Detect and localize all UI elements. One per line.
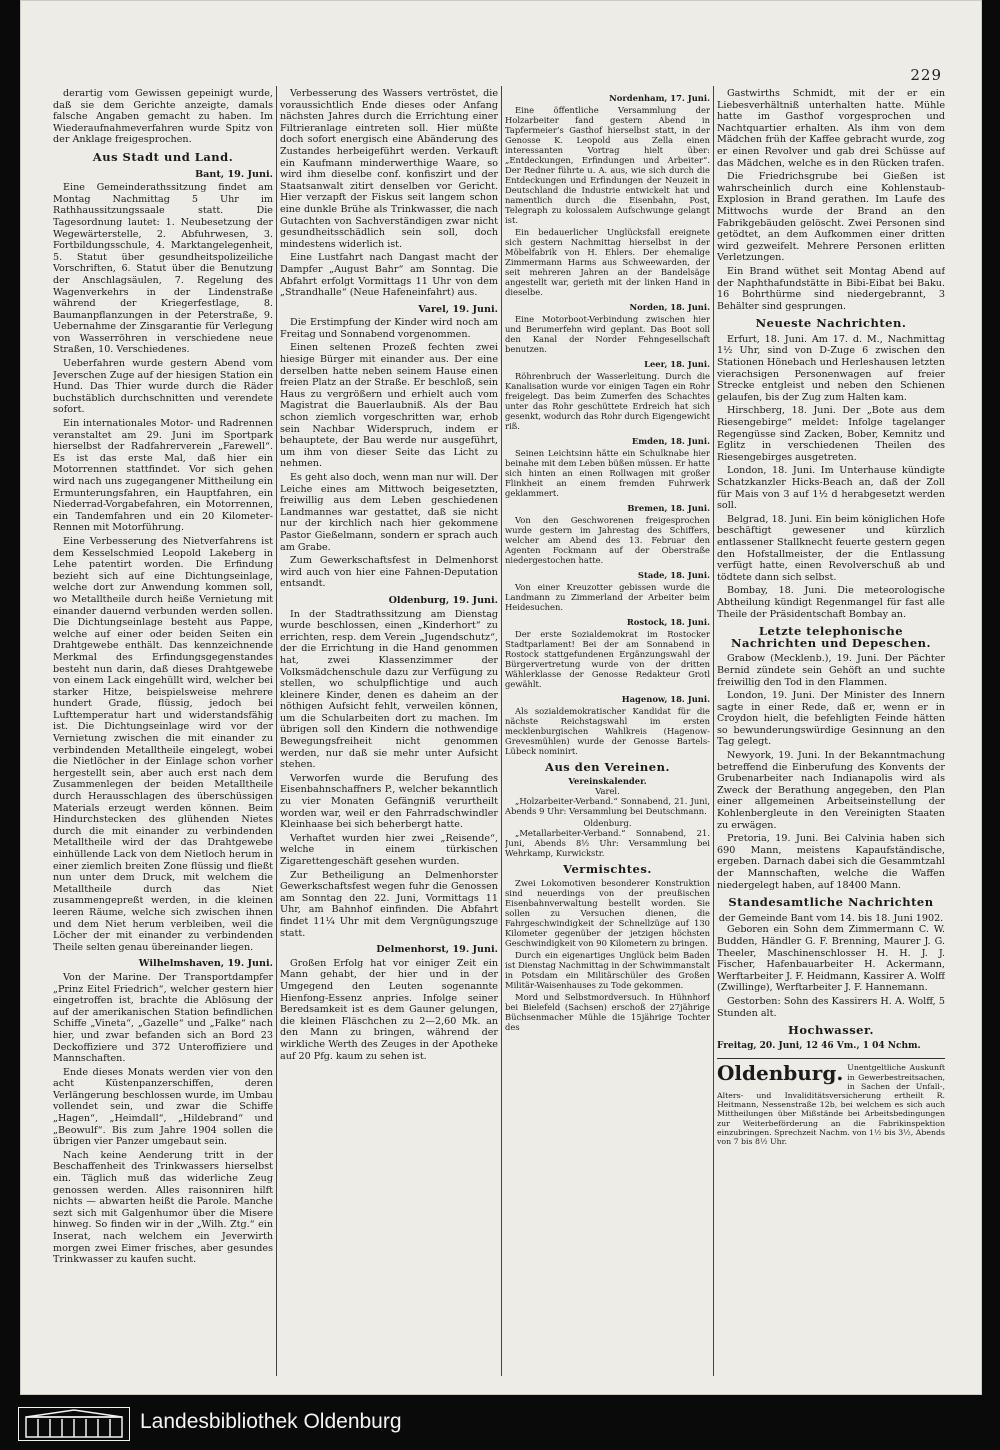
article-text: Röhrenbruch der Wasserleitung. Durch die Kanalisation wurde vor einigen Tagen ein Rohr freigelegt. Das beim Zumerfen des Schachtes unter das Rohr geschüttete Erdreich hat sich gesenkt, wodurch das Rohr durch Eigengewicht riß. [505,371,710,431]
dateline: Delmenhorst, 19. Juni. [376,944,498,956]
article-text: Mord und Selbstmordversuch. In Hühnhorf bei Bielefeld (Sachsen) erschoß der 27jährige Büchsenmacher Mühle die 15jährige Tochter des [505,992,710,1032]
article-text: Belgrad, 18. Juni. Ein beim königlichen Hofe beschäftigt gewesener und kürzlich entlassener Stallknecht feuerte gestern gegen den Hofstallmeister, der die Entlassung verfügt hatte, einen Revolverschuß ab und tödtete dann sich selbst. [717,513,945,583]
article-text: Ende dieses Monats werden vier von den acht Küstenpanzerschiffen, deren Verlängerung beschlossen wurde, im Umbau vollendet sein, und zwar die Schiffe „Hagen“, „Heimdall“, „Hildebrand“ und „Beowulf“. Bis zum Jahre 1904 sollen die übrigen vier Panzer umgebaut sein. [53,1066,273,1148]
column-2 [280,88,498,1373]
footer-bar [0,1395,1000,1450]
library-name: Landesbibliothek Oldenburg [140,1410,402,1433]
article-text: Der erste Sozialdemokrat im Rostocker Stadtparlament! Bei der am Sonnabend in Rostock stattgefundenen Ergänzungswahl der Bürgervertretung wurde von der dritten Wählerklasse der Genosse Redakteur Grotl gewählt. [505,629,710,689]
article-text: Ein bedauerlicher Unglücksfall ereignete sich gestern Nachmittag hierselbst in der Möbelfabrik von H. Ehlers. Der ehemalige Zimmermann Harms aus Schweewarden, der seit mehreren Jahren an der Bandelsäge angestellt war, gerieth mit der linken Hand in dieselbe. [505,227,710,297]
column-rule [501,86,502,1376]
section-heading: Vermischtes. [563,862,652,876]
column-rule [276,86,277,1376]
dateline: Bant, 19. Juni. [195,168,273,180]
dateline: Varel. [595,786,620,796]
ad-brand: Oldenburg. [717,1061,844,1086]
event-entry: „Holzarbeiter-Verband.“ Sonnabend, 21. Juni, Abends 9 Uhr: Versammlung bei Deutschmann. [505,796,710,816]
dateline: Oldenburg, 19. Juni. [388,594,498,606]
article-text: London, 18. Juni. Im Unterhause kündigte Schatzkanzler Hicks-Beach an, daß der Zoll für Mais von 3 auf 1½ d herabgesetzt werden soll. [717,465,945,512]
dateline: Norden, 18. Juni. [629,302,710,312]
dateline: Rostock, 18. Juni. [626,617,710,627]
section-heading: Letzte telephonische Nachrichten und Depeschen. [730,624,932,650]
article-text: Seinen Leichtsinn hätte ein Schulknabe hier beinahe mit dem Leben büßen müssen. Er hatte sich hinten an einen Rollwagen mit großer Flinkheit an einem fremden Fuhrwerk geklammert. [505,448,710,498]
article-text: Zwei Lokomotiven besonderer Konstruktion sind neuerdings von der preußischen Eisenbahnverwaltung bestellt worden. Sie sollen zu Versuchen dienen, die Fahrgeschwindigkeit der Schnellzüge auf 130 Kilometer gegenüber der jetzigen höchsten Geschwindigkeit von 90 Kilometern zu bringen. [505,878,710,948]
article-text: Von den Geschworenen freigesprochen wurde gestern im Jahrestag des Schiffers, welcher am Abend des 13. Februar den Agenten Fockmann auf der Oberstraße niedergestochen hatte. [505,515,710,565]
article-text: Ueberfahren wurde gestern Abend vom Jeverschen Zuge auf der hiesigen Station ein Hund. Das Thier wurde durch die Räder buchstäblich durchschnitten und verendete sofort. [53,358,273,416]
article-text: Verbesserung des Wassers vertröstet, die voraussichtlich Ende dieses oder Anfang nächsten Jahres durch die Errichtung einer Filtrieranlage eintreten soll. Hier müßte doch sofort energisch eine Abänderung des Zustandes herbeigeführt werden. Verkauft ein Kaufmann minderwerthige Waare, so wird ihm dieselbe conf. konfiszirt und der Staatsanwalt zitirt denselben vor Gericht. Hier verzapft der Fiskus seit langem schon eine dunkle Brühe als Trinkwasser, die nach Gutachten von Sachverständigen zwar nicht gesundheitsschädlich sein soll, doch mindestens widerlich ist. [280,88,498,250]
article-text: Bombay, 18. Juni. Die meteorologische Abtheilung kündigt Regenmangel für fast alle Theile der Präsidentschaft Bombay an. [717,585,945,620]
article-text: Die Erstimpfung der Kinder wird noch am Freitag und Sonnabend vorgenommen. [280,317,498,340]
article-text: Eine Lustfahrt nach Dangast macht der Dampfer „August Bahr“ am Sonntag. Die Abfahrt erfolgt Vormittags 11 Uhr von dem „Strandhalle“ (Neue Hafeneinfahrt) aus. [280,252,498,299]
event-entry: „Metallarbeiter-Verband.“ Sonnabend, 21. Juni, Abends 8½ Uhr: Versammlung bei Wehrkamp, Kurwickstr. [505,828,710,858]
article-text: Verworfen wurde die Berufung des Eisenbahnschaffners P., welcher bekanntlich zu vier Monaten Gefängniß verurtheilt worden war, weil er den Fahrradschwindler Kleinhaase bei sich beherbergt hatte. [280,772,498,831]
article-text: Verhaftet wurden hier zwei „Reisende“, welche in einem türkischen Zigarettengeschäft gesehen wurden. [280,832,498,867]
section-heading: Hochwasser. [787,1023,875,1038]
library-building-icon [18,1407,130,1441]
article-text: Durch ein eigenartiges Unglück beim Baden ist Dienstag Nachmittag in der Schwimmanstalt in Potsdam ein Militärschüler des Großen Militär-Waisenhauses zu Tode gekommen. [505,950,710,990]
column-rule [713,86,714,1376]
column-3 [505,88,710,1373]
article-text: Eine Motorboot-Verbindung zwischen hier und Berumerfehn wird geplant. Das Boot soll den Kanal der Norder Fehngesellschaft benutzen. [505,314,710,354]
article-text: Die Friedrichsgrube bei Gießen ist wahrscheinlich durch eine Kohlenstaub-Explosion in Brand gerathen. Im Laufe des Mittwochs wurde der Brand an den Fabrikgebäuden gelöscht. Zwei Personen sind getödtet, an dem Aufkommen einer dritten wird gezweifelt. Mehrere Personen erlitten Verletzungen. [717,171,945,264]
dateline: Emden, 18. Juni. [631,436,710,446]
subheading: der Gemeinde Bant vom 14. bis 18. Juni 1902. [718,912,944,924]
article-text: Gastwirths Schmidt, mit der er ein Liebesverhältniß unterhalten hatte. Mühle hatte im Gasthof vorgesprochen und Nachtquartier erhalten. Als ihm von dem Mädchen früh der Kaffee gebracht wurde, zog er einen Revolver und gab drei Schüsse auf das Mädchen, welche es in den Rücken trafen. [717,88,945,169]
article-text: In der Stadtrathssitzung am Dienstag wurde beschlossen, einen „Kinderhort“ zu errichten, resp. dem Verein „Jugendschutz“, der die Errichtung in die Hand genommen hat, zwei Klassenzimmer der Volksmädchenschule dazu zur Verfügung zu stellen, wo schulpflichtige und auch kleinere Kinder, denen es daheim an der nöthigen Aufsicht fehlt, verweilen können, um die Schularbeiten dort zu machen. Im übrigen soll den Kindern die nothwendige Bewegungsfreiheit nicht genommen werden, nur daß sie mehr unter Aufsicht stehen. [280,608,498,771]
section-heading: Standesamtliche Nachrichten [728,895,934,910]
article-text: Zur Betheiligung an Delmenhorster Gewerkschaftsfest wegen fuhr die Genossen am Sonntag den 22. Juni, Vormittags 11 Uhr, am Bahnhof einfinden. Die Abfahrt findet 11¼ Uhr mit dem Vergnügungszuge statt. [280,869,498,939]
section-heading: Aus den Vereinen. [545,760,670,774]
column-4 [717,88,945,1373]
article-text: Eine öffentliche Versammlung der Holzarbeiter fand gestern Abend in Tapfermeier’s Gasthof hierselbst statt, in der Genosse K. Leopold aus Zella einen interessanten Vortrag hielt über: „Entdeckungen, Erfindungen und Arbeiter“. Der Redner führte u. A. aus, wie sich durch die Entdeckungen und Erfindungen der Neuzeit in Deutschland die Industrie entwickelt hat und namentlich durch die Eisenbahn, Post, Telegraph zu kolossalem Aufschwunge gelangt ist. [505,105,710,225]
article-text: Grabow (Mecklenb.), 19. Juni. Der Pächter Bernid zündete sein Gehöft an und suchte freiwillig den Tod in den Flammen. [717,653,945,688]
ad-text: Unentgeltliche Auskunft in Gewerbestreitsachen, in Sachen der Unfall-, Alters- und Invaliditätsversicherung ertheilt R. Heitmann, Nessenstraße 12b, bei welchem es sich auch Mittheilungen über Mißstände bei Arbeitsbedingungen zur Weiterbeförderung an die Fabrikinspektion einzubringen. Sprechzeit Nachm. von 1½ bis 3½, Abends von 7 bis 8½ Uhr. [717,1063,945,1146]
article-text: Nach keine Aenderung tritt in der Beschaffenheit des Trinkwassers hierselbst ein. Täglich muß das widerliche Zeug genossen werden. Alles raisonniren hilft nichts — abwarten heißt die Parole. Manche sezt sich mit Galgenhumor über die Misere hinweg. So finden wir in der „Wilh. Ztg.“ ein Inserat, nach welchem ein Jeverwirth morgen zwei Eimer frisches, aber gesundes Trinkwasser zu kaufen sucht. [53,1149,273,1266]
article-text: Hirschberg, 18. Juni. Der „Bote aus dem Riesengebirge“ meldet: Infolge tagelanger Regengüsse sind Zacken, Bober, Kemnitz und Eglitz in verschiedenen Theilen des Riesengebirges ausgetreten. [717,405,945,463]
article-text: Ein Brand wüthet seit Montag Abend auf der Naphthafundstätte in Bibi-Eibat bei Baku. 16 Bohrthürme sind niedergebrannt, 3 Behälter sind gesprungen. [717,265,945,312]
section-heading: Aus Stadt und Land. [92,149,234,164]
article-text: Zum Gewerkschaftsfest in Delmenhorst wird auch von hier eine Fahnen-Deputation entsandt. [280,555,498,590]
article-text: London, 19. Juni. Der Minister des Innern sagte in einer Rede, daß er, wenn er in Croydon hielt, die befehligten Feinde hätten so bewunderungswürdige Gesinnung an den Tag gelegt. [717,690,945,748]
article-text: Ein internationales Motor- und Radrennen veranstaltet am 29. Juni im Sportpark hierselbst der Radfahrerverein „Farewell“. Es ist das erste Mal, daß hier ein Motorrennen stattfindet. Vor sich gehen wird nach uns zugegangener Mittheilung ein Ermunterungsfahren, ein Hauptfahren, ein Niederrad-Vorgabefahren, ein Motorrennen, ein Tandemfahren und ein 20 Kilometer-Rennen mit Motorführung. [53,418,273,534]
article-text: Pretoria, 19. Juni. Bei Calvinia haben sich 690 Mann, meistens Kapaufständische, ergeben. Darnach dabei sich die Gesammtzahl der Mannschaften, welche die Waffen niedergelegt haben, auf 18400 Mann. [717,833,945,891]
dateline: Nordenham, 17. Juni. [609,93,710,103]
article-text: derartig vom Gewissen gepeinigt wurde, daß sie dem Gerichte anzeigte, damals falsche Angaben gemacht zu haben. Im Wiederaufnahmeverfahren wurde Spitz von der Anklage freigesprochen. [53,88,273,146]
article-text: Als sozialdemokratischer Kandidat für die nächste Reichstagswahl im ersten mecklenburgischen Wahlkreis (Hagenow-Grevesmühlen) wurde der Genosse Bartels-Lübeck nominirt. [505,706,710,756]
column-1 [53,88,273,1373]
article-text: Gestorben: Sohn des Kassirers H. A. Wolff, 5 Stunden alt. [717,995,945,1019]
section-heading: Neueste Nachrichten. [755,316,907,331]
article-text: Es geht also doch, wenn man nur will. Der Leiche eines am Mittwoch beigesetzten, freiwillig aus dem Leben geschiedenen Landmannes war gestattet, daß sie nicht nur der kirchlich nach hier gekommene Pastor Gießelmann, sondern er sprach auch am Grabe. [280,472,498,553]
article-text: Erfurt, 18. Juni. Am 17. d. M., Nachmittag 1½ Uhr, sind von D-Zuge 6 zwischen den Stationen Hönebach und Herleshausen letzten vierachsigen Personenwagen auf freier Strecke entgleist und neben den Schienen gelaufen, bis der Zug zum Halten kam. [717,333,945,403]
newspaper-page [20,0,982,1395]
article-text: Einen seltenen Prozeß fechten zwei hiesige Bürger mit einander aus. Der eine derselben hatte neben seinem Hause einen freien Platz an der Straße. Er beschloß, sein Haus zu vergrößern und erhielt auch vom Magistrat die Bauerlaubniß. Als der Bau schon ziemlich vorgeschritten war, erhob sein Nachbar Widerspruch, indem er behauptete, der Bau werde nur ausgeführt, um ihm von dieser Seite das Licht zu nehmen. [280,342,498,470]
dateline: Stade, 18. Juni. [637,570,710,580]
article-text: Großen Erfolg hat vor einiger Zeit ein Mann gehabt, der hier und in der Umgegend den Leuten sogenannte Hienfong-Essenz anpries. Infolge seiner Beredsamkeit ist es dem Gauner gelungen, die kleinen Fläschchen zu 2—2,60 Mk. an den Mann zu bringen, während der wirkliche Werth des Zeuges in der Apotheke auf 20 Pfg. kaum zu sehen ist. [280,957,498,1062]
article-text: Newyork, 19. Juni. In der Bekanntmachung betreffend die Einberufung des Konvents der Grubenarbeiter nach Indianapolis wird als Zweck der Berathung angegeben, den Plan einer allgemeinen Arbeitseinstellung der Kohlenbergleute in den Vereinigten Staaten zu erwägen. [717,750,945,831]
article-text: Geboren ein Sohn dem Zimmermann C. W. Budden, Händler G. F. Brenning, Maurer J. G. Theeler, Maschinenschlosser H. H. J. J. Fischer, Hafenbauarbeiter H. Ackermann, Werftarbeiter J. F. Heidmann, Kassirer A. Wolff (Zwillinge), Werftarbeiter J. F. Hannemann. [717,924,945,994]
dateline: Bremen, 18. Juni. [627,503,710,513]
article-text: Von der Marine. Der Transportdampfer „Prinz Eitel Friedrich“, welcher gestern hier eingetroffen ist, brachte die Ablösung der auf der amerikanischen Station befindlichen Schiffe „Vineta“, „Gazelle“ und „Falke“ nach hier, und zwar befanden sich an Bord 23 Deckoffiziere und 372 Unteroffiziere und Mannschaften. [53,971,273,1065]
dateline: Hagenow, 18. Juni. [621,694,710,704]
subheading: Vereinskalender. [568,776,647,786]
advertisement [717,1058,945,1146]
dateline: Wilhelmshaven, 19. Juni. [138,958,273,970]
article-text: Eine Verbesserung des Nietverfahrens ist dem Kesselschmied Leopold Lakeberg in Lehe patentirt worden. Die Erfindung bezieht sich auf eine Dichtungseinlage, welche dort zur Anwendung kommen soll, wo Metalltheile durch heiße Vernietung mit einander dauernd verbunden werden sollen. Die Dichtungseinlage besteht aus Pappe, welche auf einer oder beiden Seiten ein Drahtgewebe enthält. Das kennzeichnende Merkmal des Erfindungsgegenstandes besteht nun darin, daß dieses Drahtgewebe von einem Lack eingehüllt wird, welcher bei starker Hitze, beispielsweise mehrere hundert Grade, flüssig, jedoch bei Lufttemperatur hart und widerstandsfähig ist. Die Dichtungseinlage wird vor der Vernietung zwischen die mit einander zu verbindenden Metalltheile eingelegt, wobei die Nietlöcher in der Einlage schon vorher hergestellt sein, aber auch erst nach dem Zusammenlegen der beiden Metalltheile durch Herausschlagen des überschüssigen Materials erzeugt werden können. Beim Hindurchstecken des glühenden Nietes durch die mit einander zu verbindenden Metalltheile wird der das Drahtgewebe einhüllende Lack von dem Nietloch herum in einer ziemlich breiten Zone flüssig und fließt nun unter dem Druck, mit welchem die Metalltheile durch das Niet zusammengepreßt werden, in die kleinen leeren Räume, welche sich zwischen ihnen und dem Niet herum verbleiben, weil die Löcher der mit einander zu verbindenden Theile selten genau übereinander liegen. [53,535,273,953]
article-text: Von einer Kreuzotter gebissen wurde die Landmann zu Zimmerland der Arbeiter beim Heidesuchen. [505,582,710,612]
tide-times: Freitag, 20. Juni, 12 46 Vm., 1 04 Nchm. [717,1040,921,1051]
dateline: Leer, 18. Juni. [644,359,710,369]
article-text: Eine Gemeinderathssitzung findet am Montag Nachmittag 5 Uhr im Rathhaussitzungssaale statt. Die Tagesordnung lautet: 1. Neubesetzung der Wegewärterstelle, 2. Abfuhrwesen, 3. Fortbildungsschule, 4. Marktangelegenheit, 5. Statut über gesundheitspolizeiliche Vorschriften, 6. Statut über die Benutzung der Anschlagsäulen, 7. Regelung des Wagenverkehrs in der Lindenstraße während der Kriegerfestlage, 8. Baumanpflanzungen in der Peterstraße, 9. Uebernahme der Zinsgarantie für Verlegung von Wasserröhren in verschiedene neue Straßen, 10. Verschiedenes. [53,182,273,356]
dateline: Oldenburg. [583,818,632,828]
dateline: Varel, 19. Juni. [418,303,498,315]
page-number: 229 [910,66,942,84]
